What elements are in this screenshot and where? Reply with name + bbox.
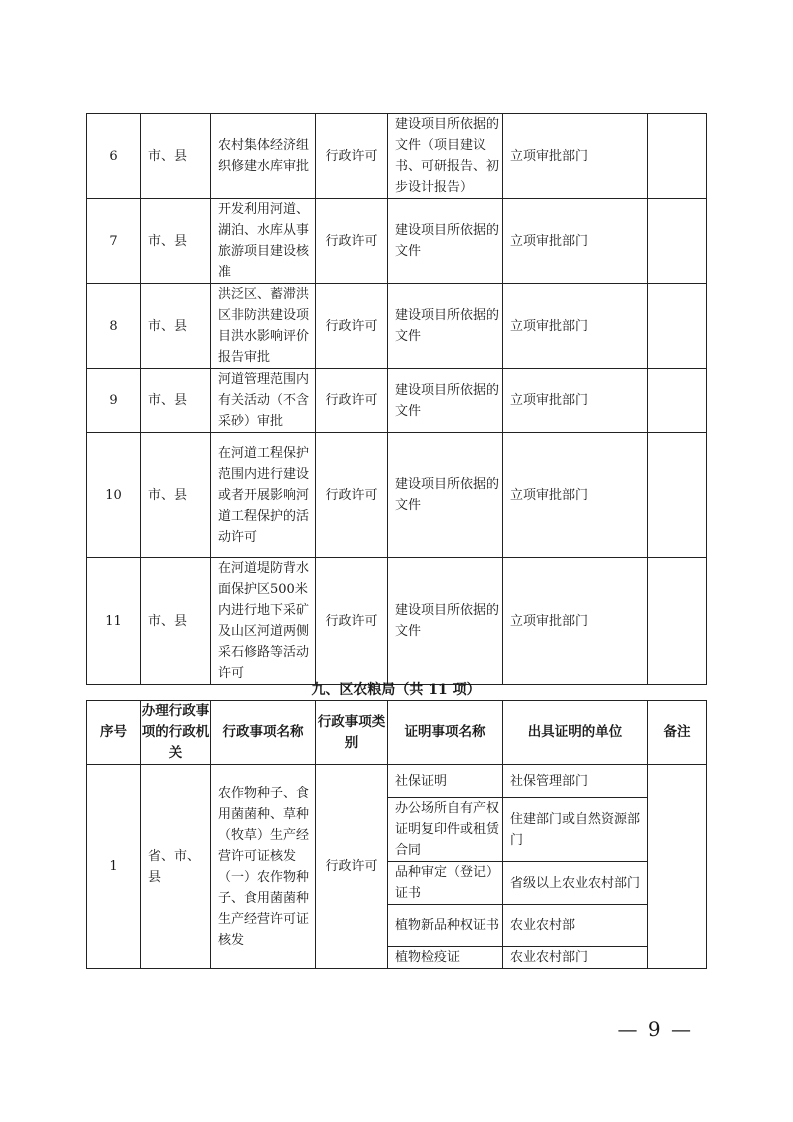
table-row [87, 369, 707, 433]
row-unit: 农业农村部门 [503, 947, 648, 969]
row-org: 市、县 [141, 199, 211, 284]
row-org: 市、县 [141, 433, 211, 558]
row-proof: 植物新品种权证书 [388, 905, 503, 947]
row-unit: 农业农村部 [503, 905, 648, 947]
row-note [648, 284, 707, 369]
table-row [87, 199, 707, 284]
header-note: 备注 [648, 701, 707, 765]
row-org: 市、县 [141, 284, 211, 369]
row-note [648, 433, 707, 558]
row-unit: 立项审批部门 [503, 433, 648, 558]
table-continued [86, 113, 707, 685]
header-unit: 出具证明的单位 [503, 701, 648, 765]
row-org: 市、县 [141, 558, 211, 685]
row-item: 农作物种子、食用菌菌种、草种（牧草）生产经营许可证核发（一）农作物种子、食用菌菌种生产经营许可证核发 [211, 765, 316, 969]
section-title: 九、区农粮局（共 11 项） [311, 682, 481, 698]
row-number: 7 [87, 199, 141, 284]
row-proof: 建设项目所依据的文件 [388, 199, 503, 284]
header-proof: 证明事项名称 [388, 701, 503, 765]
table-agri-grain-bureau [86, 700, 707, 969]
row-proof: 建设项目所依据的文件（项目建议书、可研报告、初步设计报告） [388, 114, 503, 199]
row-type: 行政许可 [316, 765, 388, 969]
row-unit: 社保管理部门 [503, 765, 648, 798]
row-unit: 立项审批部门 [503, 114, 648, 199]
header-type: 行政事项类别 [316, 701, 388, 765]
row-proof: 建设项目所依据的文件 [388, 369, 503, 433]
row-item: 在河道工程保护范围内进行建设或者开展影响河道工程保护的活动许可 [211, 433, 316, 558]
row-proof: 办公场所自有产权证明复印件或租赁合同 [388, 798, 503, 862]
header-number: 序号 [87, 701, 141, 765]
row-item: 河道管理范围内有关活动（不含采砂）审批 [211, 369, 316, 433]
table-row [87, 433, 707, 558]
row-proof: 植物检疫证 [388, 947, 503, 969]
table-row [87, 765, 707, 798]
row-note [648, 369, 707, 433]
row-note [648, 558, 707, 685]
row-org: 市、县 [141, 369, 211, 433]
row-unit: 立项审批部门 [503, 369, 648, 433]
row-note [648, 765, 707, 969]
row-item: 开发利用河道、湖泊、水库从事旅游项目建设核准 [211, 199, 316, 284]
row-type: 行政许可 [316, 284, 388, 369]
row-unit: 省级以上农业农村部门 [503, 862, 648, 905]
row-number: 1 [87, 765, 141, 969]
row-type: 行政许可 [316, 433, 388, 558]
row-type: 行政许可 [316, 369, 388, 433]
row-proof: 建设项目所依据的文件 [388, 558, 503, 685]
row-number: 6 [87, 114, 141, 199]
row-note [648, 114, 707, 199]
row-type: 行政许可 [316, 114, 388, 199]
header-item: 行政事项名称 [211, 701, 316, 765]
row-item: 洪泛区、蓄滞洪区非防洪建设项目洪水影响评价报告审批 [211, 284, 316, 369]
page-number: — 9 — [617, 1017, 693, 1041]
row-number: 8 [87, 284, 141, 369]
row-number: 9 [87, 369, 141, 433]
row-org: 省、市、县 [141, 765, 211, 969]
row-unit: 立项审批部门 [503, 199, 648, 284]
table-header-row [87, 701, 707, 765]
row-proof: 建设项目所依据的文件 [388, 284, 503, 369]
row-proof: 品种审定（登记）证书 [388, 862, 503, 905]
row-note [648, 199, 707, 284]
table-row [87, 114, 707, 199]
row-type: 行政许可 [316, 199, 388, 284]
row-number: 11 [87, 558, 141, 685]
row-unit: 立项审批部门 [503, 558, 648, 685]
row-item: 在河道堤防背水面保护区500米内进行地下采矿及山区河道两侧采石修路等活动许可 [211, 558, 316, 685]
table-row [87, 558, 707, 685]
row-item: 农村集体经济组织修建水库审批 [211, 114, 316, 199]
row-number: 10 [87, 433, 141, 558]
header-org: 办理行政事项的行政机关 [141, 701, 211, 765]
row-unit: 立项审批部门 [503, 284, 648, 369]
row-org: 市、县 [141, 114, 211, 199]
row-unit: 住建部门或自然资源部门 [503, 798, 648, 862]
row-type: 行政许可 [316, 558, 388, 685]
row-proof: 建设项目所依据的文件 [388, 433, 503, 558]
table-row [87, 284, 707, 369]
row-proof: 社保证明 [388, 765, 503, 798]
